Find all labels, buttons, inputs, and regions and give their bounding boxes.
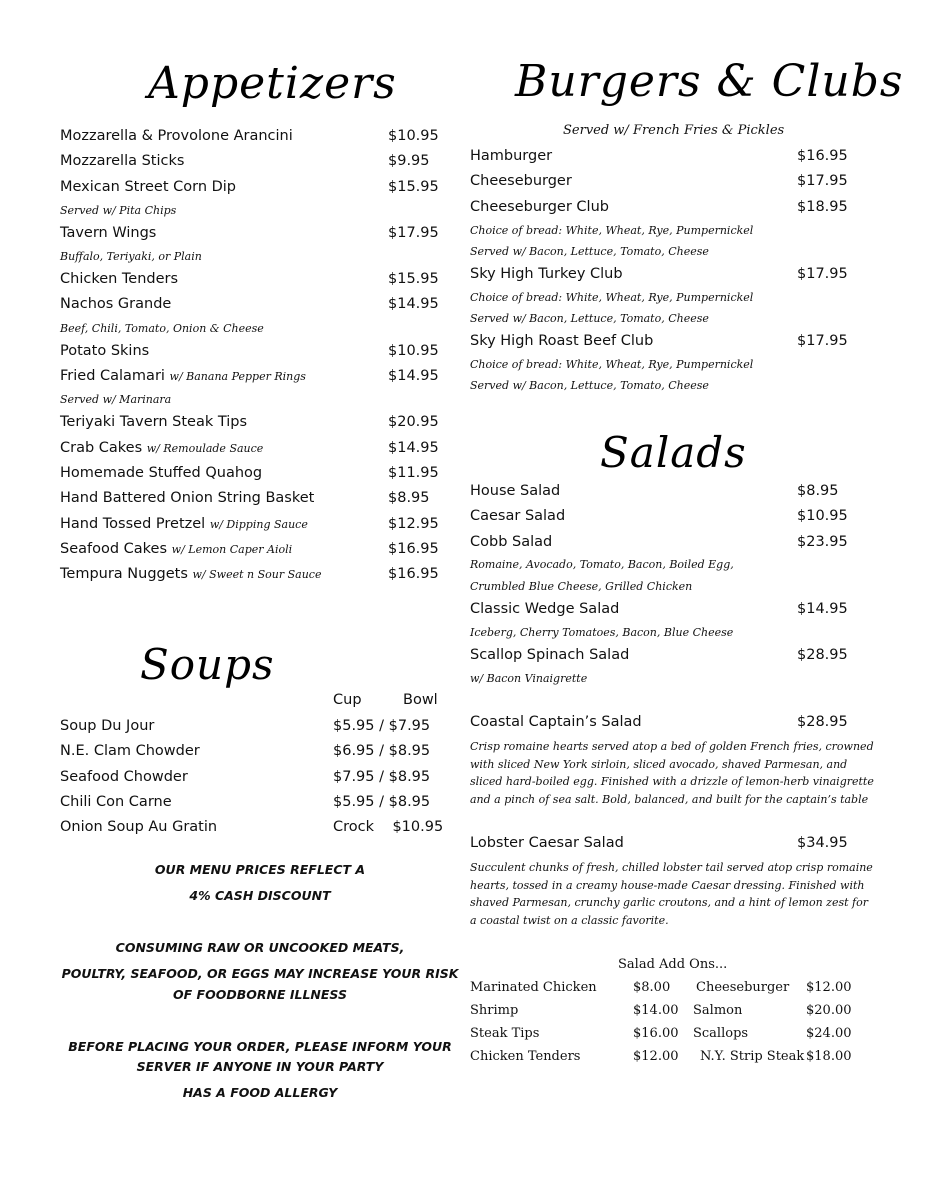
menu-item-price: $6.95 / $8.95 (333, 743, 431, 759)
menu-item-note: Iceberg, Cherry Tomatoes, Bacon, Blue Cheese (470, 626, 734, 639)
cash-discount-notice-line: OUR MENU PRICES REFLECT A (154, 862, 366, 877)
addon-name: Marinated Chicken (470, 980, 597, 995)
menu-item-price: $10.95 (388, 343, 439, 359)
menu-item-description: Succulent chunks of fresh, chilled lobster tail served atop crisp romaine hearts, tossed in a creamy house-made Caesar dressing. Finished with shaved Parmesan, crunchy garlic croutons, and a hint of lemon zest for a coastal twist on a classic favorite. (470, 861, 873, 927)
menu-item-price: $23.95 (797, 534, 848, 550)
menu-item-name: Classic Wedge Salad (470, 601, 620, 617)
menu-item-name: Hamburger (470, 148, 553, 164)
menu-item-name: N.E. Clam Chowder (60, 743, 200, 759)
addon-price: $24.00 (806, 1026, 852, 1041)
addon-name: Salmon (693, 1003, 743, 1018)
menu-item-name: Mozzarella & Provolone Arancini (60, 128, 293, 144)
menu-item-name: Sky High Turkey Club (470, 266, 623, 282)
menu-item-name: Hand Battered Onion String Basket (60, 490, 315, 506)
menu-item-name (60, 541, 292, 557)
appetizers-heading: Appetizers (148, 58, 397, 109)
addon-price: $12.00 (806, 980, 852, 995)
menu-item-name: Scallop Spinach Salad (470, 647, 630, 663)
addon-price: $18.00 (806, 1049, 852, 1064)
menu-item-name: Cheeseburger (470, 173, 572, 189)
raw-food-warning-line: POULTRY, SEAFOOD, OR EGGS MAY INCREASE YOUR RISK (61, 966, 459, 981)
menu-item-note: Served w/ Pita Chips (60, 204, 177, 217)
menu-item-name: Onion Soup Au Gratin (60, 819, 218, 835)
raw-food-warning-line: CONSUMING RAW OR UNCOOKED MEATS, (115, 940, 405, 955)
menu-item-note: Choice of bread: White, Wheat, Rye, Pumpernickel (470, 291, 754, 304)
menu-item-note: Served w/ Bacon, Lettuce, Tomato, Cheese (470, 245, 709, 258)
menu-item-price: $20.95 (388, 414, 439, 430)
menu-item-price: Crock $10.95 (333, 819, 444, 835)
menu-item-name: Cheeseburger Club (470, 199, 609, 215)
menu-item-note: Buffalo, Teriyaki, or Plain (60, 250, 202, 263)
menu-item-note: Crumbled Blue Cheese, Grilled Chicken (470, 580, 693, 593)
menu-item-name: Tavern Wings (60, 225, 157, 241)
menu-item-name (60, 566, 321, 582)
menu-item-name: Mexican Street Corn Dip (60, 179, 237, 195)
menu-item-name: Coastal Captain’s Salad (470, 714, 642, 730)
menu-item-price: $17.95 (797, 266, 848, 282)
menu-item-price: $17.95 (388, 225, 439, 241)
menu-item-name: Sky High Roast Beef Club (470, 333, 654, 349)
menu-item-price: $15.95 (388, 179, 439, 195)
menu-item-name: Teriyaki Tavern Steak Tips (60, 414, 248, 430)
menu-item-label: Tempura Nuggets (60, 566, 188, 582)
menu-item-label: Crab Cakes (60, 440, 143, 456)
menu-item-name (60, 516, 308, 532)
menu-item-price: $16.95 (388, 541, 439, 557)
menu-item-name: Soup Du Jour (60, 718, 155, 734)
soups-cup-header: Cup (333, 692, 362, 708)
menu-item-price: $16.95 (797, 148, 848, 164)
addon-price: $8.00 (633, 980, 671, 995)
allergy-notice-line: HAS A FOOD ALLERGY (182, 1085, 338, 1100)
menu-item-price: $17.95 (797, 333, 848, 349)
menu-item-price: $14.95 (797, 601, 848, 617)
addon-name: N.Y. Strip Steak (700, 1049, 805, 1064)
addon-price: $16.00 (633, 1026, 679, 1041)
addon-name: Chicken Tenders (470, 1049, 581, 1064)
menu-item-note: Beef, Chili, Tomato, Onion & Cheese (60, 322, 264, 335)
menu-item-name: House Salad (470, 483, 561, 499)
menu-item-note: Served w/ Bacon, Lettuce, Tomato, Cheese (470, 379, 709, 392)
menu-item-note: Choice of bread: White, Wheat, Rye, Pumpernickel (470, 358, 754, 371)
menu-item-description: Crisp romaine hearts served atop a bed of golden French fries, crowned with sliced New York sirloin, sliced avocado, shaved Parmesan, and sliced hard-boiled egg. Finished with a drizzle of lemon-herb vinaigrette and a pinch of sea salt. Bold, balanced, and built for the captain’s table (470, 740, 874, 806)
menu-item-note: Served w/ Marinara (60, 393, 172, 406)
addon-name: Steak Tips (470, 1026, 540, 1041)
menu-item-price: $8.95 (797, 483, 839, 499)
addon-price: $20.00 (806, 1003, 852, 1018)
menu-item-name (60, 368, 306, 384)
menu-item-price: $15.95 (388, 271, 439, 287)
burgers-heading: Burgers & Clubs (515, 56, 904, 107)
addon-price: $14.00 (633, 1003, 679, 1018)
soups-heading: Soups (140, 640, 275, 689)
addon-price: $12.00 (633, 1049, 679, 1064)
addon-name: Shrimp (470, 1003, 519, 1018)
menu-item-name: Seafood Chowder (60, 769, 188, 785)
addon-name: Cheeseburger (696, 980, 790, 995)
cash-discount-notice-line: 4% CASH DISCOUNT (189, 888, 331, 903)
menu-item-price: $18.95 (797, 199, 848, 215)
menu-item-price: $16.95 (388, 566, 439, 582)
raw-food-warning-line: OF FOODBORNE ILLNESS (173, 987, 347, 1002)
menu-item-price: $17.95 (797, 173, 848, 189)
menu-item-price: $7.95 / $8.95 (333, 769, 431, 785)
menu-item-inline-note: w/ Dipping Sauce (209, 518, 308, 531)
menu-item-inline-note: w/ Lemon Caper Aioli (171, 543, 293, 556)
menu-item-price: $28.95 (797, 714, 848, 730)
menu-item-name: Chicken Tenders (60, 271, 179, 287)
menu-item-name: Nachos Grande (60, 296, 172, 312)
menu-item-label: Hand Tossed Pretzel (60, 516, 206, 532)
menu-item-note: w/ Bacon Vinaigrette (470, 672, 588, 685)
allergy-notice-line: BEFORE PLACING YOUR ORDER, PLEASE INFORM YOUR (68, 1039, 452, 1054)
menu-item-price: $28.95 (797, 647, 848, 663)
menu-item-price: $8.95 (388, 490, 430, 506)
addon-name: Scallops (693, 1026, 749, 1041)
menu-item-name (60, 440, 263, 456)
menu-item-label: Seafood Cakes (60, 541, 168, 557)
menu-item-price: $9.95 (388, 153, 430, 169)
menu-item-price: $14.95 (388, 440, 439, 456)
menu-item-price: $5.95 / $7.95 (333, 718, 431, 734)
menu-item-name: Mozzarella Sticks (60, 153, 185, 169)
salads-heading: Salads (600, 428, 747, 477)
menu-item-price: $14.95 (388, 368, 439, 384)
salad-addons-title: Salad Add Ons... (618, 957, 728, 972)
menu-item-note: Choice of bread: White, Wheat, Rye, Pumpernickel (470, 224, 754, 237)
allergy-notice-line: SERVER IF ANYONE IN YOUR PARTY (136, 1059, 384, 1074)
menu-item-name: Chili Con Carne (60, 794, 172, 810)
menu-item-note: Served w/ Bacon, Lettuce, Tomato, Cheese (470, 312, 709, 325)
menu-item-price: $14.95 (388, 296, 439, 312)
menu-item-name: Lobster Caesar Salad (470, 835, 624, 851)
menu-item-price: $12.95 (388, 516, 439, 532)
burgers-subtitle: Served w/ French Fries & Pickles (563, 123, 785, 138)
menu-item-label: Fried Calamari (60, 368, 165, 384)
menu-item-name: Potato Skins (60, 343, 150, 359)
menu-item-price: $11.95 (388, 465, 439, 481)
menu-item-note: Romaine, Avocado, Tomato, Bacon, Boiled Egg, (470, 558, 734, 571)
menu-item-price: $5.95 / $8.95 (333, 794, 431, 810)
menu-item-inline-note: w/ Sweet n Sour Sauce (192, 568, 322, 581)
soups-bowl-header: Bowl (403, 692, 438, 708)
menu-item-inline-note: w/ Banana Pepper Rings (169, 370, 306, 383)
menu-item-price: $10.95 (388, 128, 439, 144)
menu-item-price: $10.95 (797, 508, 848, 524)
menu-item-inline-note: w/ Remoulade Sauce (146, 442, 264, 455)
menu-item-name: Caesar Salad (470, 508, 566, 524)
menu-item-name: Homemade Stuffed Quahog (60, 465, 263, 481)
menu-item-price: $34.95 (797, 835, 848, 851)
menu-item-name: Cobb Salad (470, 534, 553, 550)
